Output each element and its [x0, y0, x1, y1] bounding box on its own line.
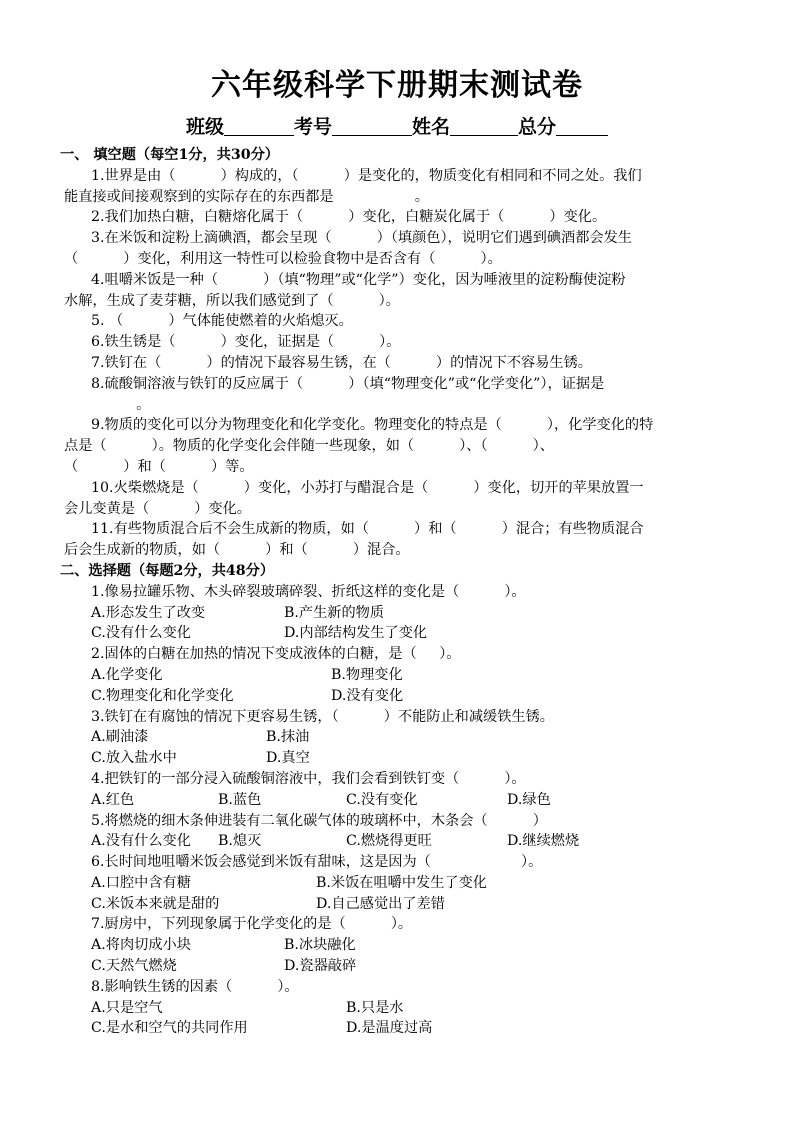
answer-option[interactable]: B.产生新的物质	[284, 604, 385, 621]
exam-no-label: 考号	[293, 116, 332, 138]
answer-option[interactable]: D.内部结构发生了变化	[284, 625, 428, 642]
answer-option[interactable]: B.物理变化	[331, 666, 403, 683]
class-label: 班级	[185, 116, 224, 138]
question-line: 点是（ ）。物质的化学变化会伴随一些现象，如（ ）、（ ）、	[64, 438, 554, 455]
question-line: 10.火柴燃烧是（ ）变化，小苏打与醋混合是（ ）变化，切开的苹果放置一	[91, 479, 644, 496]
answer-option[interactable]: C.米饭本来就是甜的	[91, 895, 220, 912]
section-heading-fill-blank: 一、 填空题（每空1分，共30分）	[60, 147, 279, 163]
question-line: （ ）变化，利用这一特性可以检验食物中是否含有（ ）。	[64, 250, 502, 267]
option-row	[64, 665, 734, 686]
option-row	[64, 873, 734, 894]
question-line: 3.在米饭和淀粉上滴碘酒，都会呈现（ ）（填颜色），说明它们遇到碘酒都会发生	[91, 230, 632, 247]
answer-option[interactable]: B.熄灭	[218, 833, 262, 850]
answer-option[interactable]: D.绿色	[507, 791, 551, 808]
question-line: 1.世界是由（ ）构成的，（ ）是变化的，物质变化有相同和不同之处。我们	[91, 167, 642, 184]
answer-option[interactable]: B.冰块融化	[284, 937, 356, 954]
answer-option[interactable]: D.自己感觉出了差错	[316, 895, 445, 912]
question-line: 后会生成新的物质，如（ ）和（ ）混合。	[64, 542, 410, 559]
exam-content	[60, 145, 734, 1039]
answer-option[interactable]: C.物理变化和化学变化	[91, 687, 234, 704]
student-info-line	[0, 112, 794, 139]
answer-option[interactable]: D.继续燃烧	[507, 833, 580, 850]
question-line: 4.咀嚼米饭是一种（ ）（填“物理”或“化学”）变化，因为唾液里的淀粉酶使淀粉	[91, 271, 626, 288]
exam-no-blank[interactable]	[332, 117, 412, 136]
answer-option[interactable]: D.真空	[266, 750, 310, 767]
name-label: 姓名	[412, 116, 451, 138]
answer-option[interactable]: A.只是空气	[91, 999, 163, 1016]
question-line: 9.物质的变化可以分为物理变化和化学变化。物理变化的特点是（ ），化学变化的特	[91, 417, 654, 434]
score-label: 总分	[518, 116, 557, 138]
option-row	[64, 935, 734, 956]
option-row	[64, 998, 734, 1019]
option-row	[64, 831, 734, 852]
option-row	[64, 1018, 734, 1039]
answer-option[interactable]: A.形态发生了改变	[91, 604, 206, 621]
answer-option[interactable]: B.只是水	[346, 999, 404, 1016]
question-line: （ ）和（ ）等。	[64, 458, 254, 475]
section-heading-multiple-choice: 二、选择题（每题2分，共48分）	[60, 562, 275, 579]
question-stem: 5.将燃烧的细木条伸进装有二氧化碳气体的玻璃杯中，木条会（ ）	[91, 812, 547, 829]
multiple-choice-list	[64, 582, 734, 1040]
question-stem: 3.铁钉在有腐蚀的情况下更容易生锈，（ ）不能防止和减缓铁生锈。	[91, 708, 554, 725]
score-blank[interactable]	[556, 117, 608, 136]
question-line: 2.我们加热白糖，白糖熔化属于（ ）变化，白糖炭化属于（ ）变化。	[91, 209, 607, 226]
question-line: 6.铁生锈是（ ）变化，证据是（ ）。	[91, 334, 401, 351]
answer-option[interactable]: B.蓝色	[218, 791, 262, 808]
question-stem: 7.厨房中，下列现象属于化学变化的是（ ）。	[91, 916, 413, 933]
answer-option[interactable]: A.化学变化	[91, 666, 163, 683]
option-row	[64, 603, 734, 624]
option-row	[64, 894, 734, 915]
answer-option[interactable]: C.是水和空气的共同作用	[91, 1020, 248, 1037]
question-line: 7.铁钉在（ ）的情况下最容易生锈，在（ ）的情况下不容易生锈。	[91, 354, 592, 371]
class-blank[interactable]	[224, 117, 294, 136]
question-stem: 8.影响铁生锈的因素（ ）。	[91, 978, 299, 995]
answer-option[interactable]: A.红色	[91, 791, 135, 808]
option-row	[64, 727, 734, 748]
answer-option[interactable]: A.将肉切成小块	[91, 937, 191, 954]
option-row	[64, 623, 734, 644]
answer-option[interactable]: C.没有变化	[346, 791, 418, 808]
question-line: 11.有些物质混合后不会生成新的物质，如（ ）和（ ）混合；有些物质混合	[91, 521, 644, 538]
question-line: 5. （ ）气体能使燃着的火焰熄灭。	[91, 313, 353, 330]
option-row	[64, 748, 734, 769]
name-blank[interactable]	[450, 117, 518, 136]
question-stem: 1.像易拉罐乐物、木头碎裂玻璃碎裂、折纸这样的变化是（ ）。	[91, 583, 526, 600]
answer-option[interactable]: C.天然气燃烧	[91, 958, 177, 975]
answer-option[interactable]: B.抹油	[266, 729, 310, 746]
question-line: 。	[91, 396, 151, 413]
answer-option[interactable]: D.没有变化	[331, 687, 404, 704]
answer-option[interactable]: B.米饭在咀嚼中发生了变化	[316, 874, 487, 891]
answer-option[interactable]: D.瓷器敲碎	[284, 958, 357, 975]
question-line: 会儿变黄是（ ）变化。	[64, 500, 251, 517]
option-row	[64, 956, 734, 977]
answer-option[interactable]: A.刷油漆	[91, 729, 149, 746]
answer-option[interactable]: A.没有什么变化	[91, 833, 191, 850]
question-line: 水解，生成了麦芽糖，所以我们感觉到了（ ）。	[64, 292, 400, 309]
answer-option[interactable]: C.没有什么变化	[91, 625, 191, 642]
page-title: 六年级科学下册期末测试卷	[211, 68, 583, 103]
answer-option[interactable]: A.口腔中含有糖	[91, 874, 191, 891]
option-row	[64, 686, 734, 707]
answer-option[interactable]: C.放入盐水中	[91, 750, 177, 767]
question-line: 8.硫酸铜溶液与铁钉的反应属于（ ）（填“物理变化”或“化学变化”），证据是	[91, 375, 605, 392]
question-line: 能直接或间接观察到的实际存在的东西都是 。	[64, 188, 429, 205]
answer-option[interactable]: C.燃烧得更旺	[346, 833, 432, 850]
question-stem: 6.长时间地咀嚼米饭会感觉到米饭有甜味，这是因为（ ）。	[91, 854, 543, 871]
question-stem: 2.固体的白糖在加热的情况下变成液体的白糖，是（ ）。	[91, 646, 461, 663]
question-stem: 4.把铁钉的一部分浸入硫酸铜溶液中，我们会看到铁钉变（ ）。	[91, 770, 526, 787]
answer-option[interactable]: D.是温度过高	[346, 1020, 433, 1037]
option-row	[64, 790, 734, 811]
